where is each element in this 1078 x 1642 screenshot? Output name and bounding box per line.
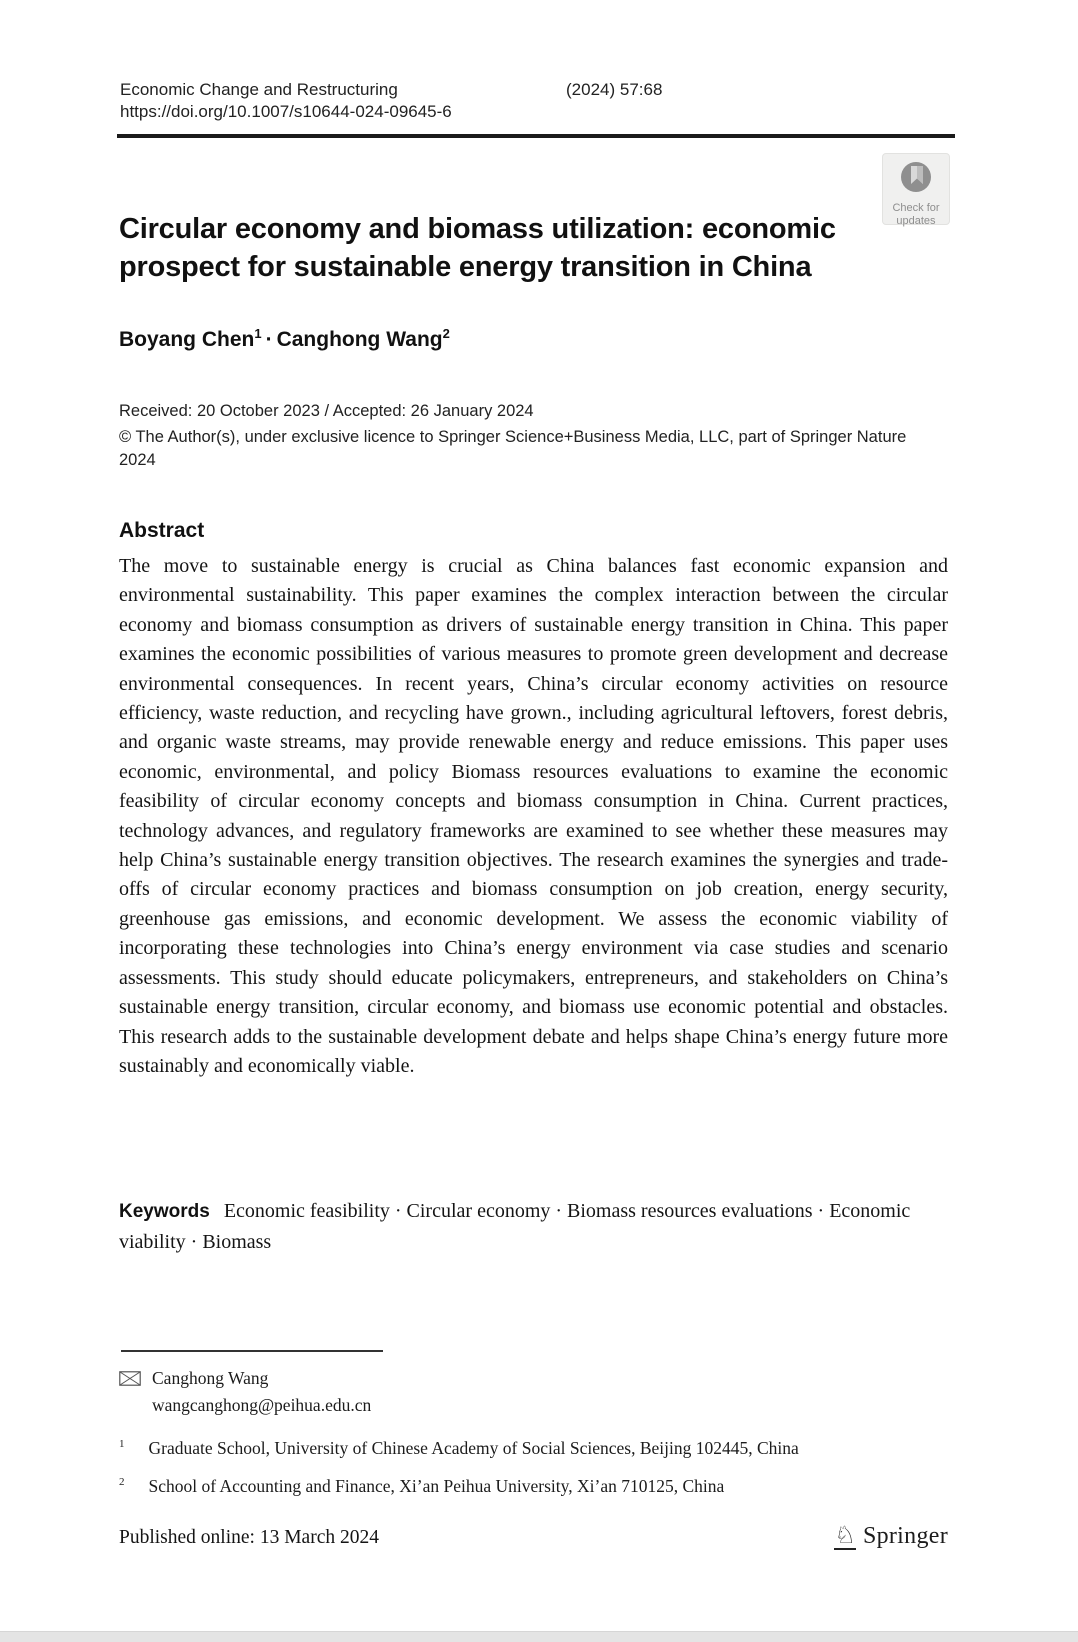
- springer-horse-icon: ♘: [834, 1521, 856, 1549]
- envelope-icon: [119, 1371, 141, 1391]
- author-1-name: Boyang Chen: [119, 328, 255, 351]
- author-2-name: Canghong Wang: [276, 328, 443, 351]
- affiliation-2-text: School of Accounting and Finance, Xi’an Peihua University, Xi’an 710125, China: [148, 1476, 725, 1496]
- corresponding-author-name: Canghong Wang: [152, 1368, 269, 1388]
- keywords-text: Economic feasibility · Circular economy · Biomass resources evaluations · Economic viability · Biomass: [119, 1200, 911, 1253]
- affiliation-2: [119, 1476, 919, 1497]
- copyright-line: © The Author(s), under exclusive licence to Springer Science+Business Media, LLC, part of Springer Nature 2024: [119, 428, 907, 469]
- author-1-affiliation-sup: 1: [254, 326, 262, 341]
- abstract-text: The move to sustainable energy is crucial as China balances fast economic expansion and environmental sustainability. This paper examines the complex interaction between the circular economy and biomass consumption as drivers of sustainable energy transition in China. This paper examines the economic possibilities of various measures to promote green development and decrease environmental consequences. In recent years, China’s circular economy activities on resource efficiency, waste reduction, and recycling have grown., including agricultural leftovers, forest debris, and organic waste streams, may provide renewable energy and reduce emissions. This paper uses economic, environmental, and policy Biomass resources evaluations to examine the economic feasibility of circular economy concepts and biomass consumption in China. Current practices, technology advances, and regulatory frameworks are examined to see whether these measures may help China’s sustainable energy transition objectives. The research examines the synergies and trade-offs of circular economy practices and biomass consumption on job creation, energy security, greenhouse gas emissions, and economic development. We assess the economic viability of incorporating these technologies into China’s energy environment via case studies and scenario assessments. This study should educate policymakers, entrepreneurs, and stakeholders on China’s sustainable energy transition, circular economy, and biomass use economic potential and obstacles. This research adds to the sustainable development debate and helps shape China’s energy future more sustainably and economically viable.: [119, 555, 948, 1077]
- affiliation-1-text: Graduate School, University of Chinese Academy of Social Sciences, Beijing 102445, China: [148, 1438, 799, 1458]
- check-badge-label: Check for updates: [892, 202, 940, 227]
- author-list: [119, 326, 819, 352]
- journal-name: Economic Change and Restructuring: [120, 80, 398, 99]
- keywords-block: [119, 1196, 948, 1257]
- affiliation-1: [119, 1438, 919, 1459]
- footnote-rule: [121, 1350, 383, 1352]
- keywords-label: Keywords: [119, 1201, 210, 1222]
- header-rule: [117, 134, 955, 138]
- article-title: Circular economy and biomass utilization: economic prospect for sustainable energy transition in China: [119, 213, 836, 283]
- published-online-line: Published online: 13 March 2024: [119, 1527, 379, 1548]
- publisher-name: Springer: [862, 1523, 948, 1549]
- check-for-updates-badge[interactable]: [882, 153, 950, 225]
- affiliation-2-sup: 2: [119, 1476, 125, 1489]
- page-bottom-strip: [0, 1631, 1078, 1642]
- journal-citation: (2024) 57:68: [566, 80, 663, 99]
- received-accepted-line: Received: 20 October 2023 / Accepted: 26 January 2024: [119, 402, 534, 420]
- doi-link[interactable]: https://doi.org/10.1007/s10644-024-09645-6: [120, 102, 452, 121]
- check-for-updates-icon: [899, 160, 933, 199]
- publisher-logo: [834, 1523, 948, 1550]
- journal-header: [120, 80, 950, 100]
- author-separator: ·: [265, 328, 273, 351]
- author-2-affiliation-sup: 2: [442, 326, 450, 341]
- affiliation-1-sup: 1: [119, 1438, 125, 1451]
- corresponding-author-email[interactable]: wangcanghong@peihua.edu.cn: [152, 1395, 372, 1415]
- abstract-heading: Abstract: [119, 519, 205, 542]
